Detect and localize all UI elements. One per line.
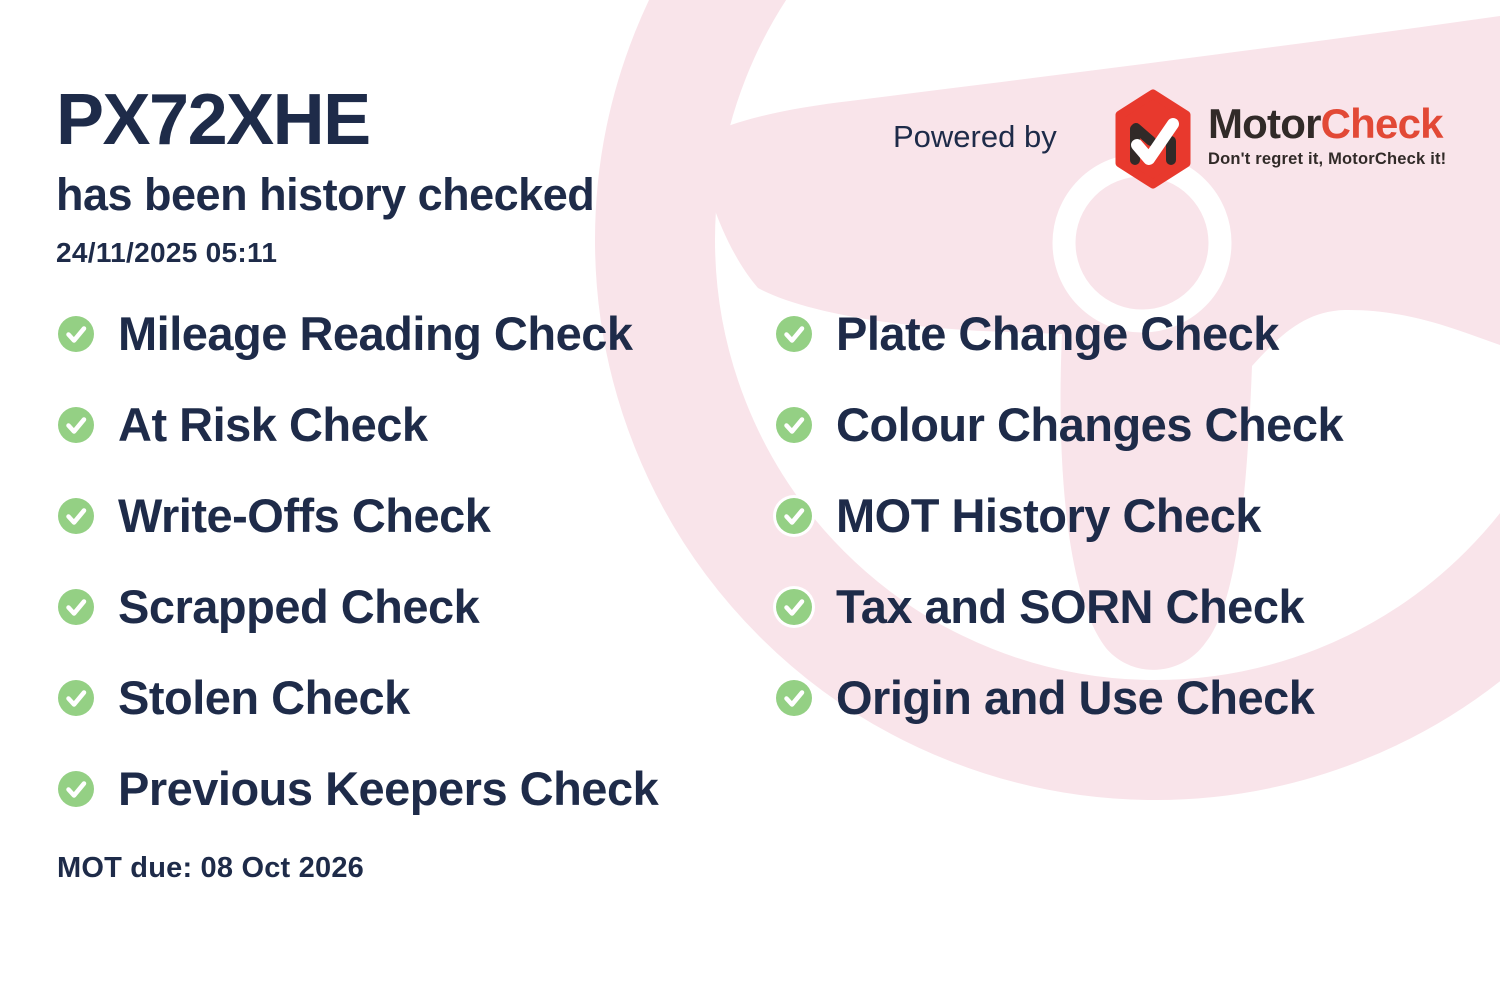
check-item-label: Plate Change Check [836,307,1279,360]
check-list-right [776,288,1343,743]
check-list-item [776,652,1343,743]
check-item-label: MOT History Check [836,489,1262,542]
green-check-circle-icon [58,407,94,443]
green-check-circle-icon [58,498,94,534]
check-item-label: Mileage Reading Check [118,307,633,360]
check-item-label: Scrapped Check [118,580,480,633]
title-block [56,80,595,268]
check-timestamp: 24/11/2025 05:11 [56,237,278,268]
check-list-item [776,379,1343,470]
check-item-label: At Risk Check [118,398,428,451]
green-check-circle-icon [776,407,812,443]
check-list-item [58,743,658,834]
green-check-circle-icon [776,680,812,716]
vehicle-registration: PX72XHE [56,80,370,160]
green-check-circle-icon [776,589,812,625]
check-item-label: Previous Keepers Check [118,762,659,815]
mot-due-label: MOT due: 08 Oct 2026 [57,852,364,884]
check-item-label: Colour Changes Check [836,398,1344,451]
green-check-circle-icon [58,680,94,716]
brand-tagline: Don't regret it, MotorCheck it! [1208,150,1447,168]
green-check-circle-icon [58,316,94,352]
page-subtitle: has been history checked [56,169,595,220]
check-list-item [776,561,1343,652]
powered-by-label: Powered by [893,119,1057,154]
motorcheck-hexagon-logo-icon [1110,88,1196,190]
brand-block [1208,100,1447,168]
check-item-label: Write-Offs Check [118,489,491,542]
check-list-left [58,288,658,834]
green-check-circle-icon [58,589,94,625]
green-check-circle-icon [776,498,812,534]
brand-check-text: Check [1320,100,1443,147]
check-list-item [58,470,658,561]
check-list-item [776,288,1343,379]
green-check-circle-icon [58,771,94,807]
check-item-label: Tax and SORN Check [836,580,1305,633]
green-check-circle-icon [776,316,812,352]
check-list-item [58,652,658,743]
brand-motor-text: Motor [1208,100,1321,147]
check-list-item [58,288,658,379]
check-item-label: Origin and Use Check [836,671,1315,724]
check-list-item [58,561,658,652]
brand-wordmark [1208,100,1446,147]
check-list-item [776,470,1343,561]
check-item-label: Stolen Check [118,671,410,724]
check-list-item [58,379,658,470]
